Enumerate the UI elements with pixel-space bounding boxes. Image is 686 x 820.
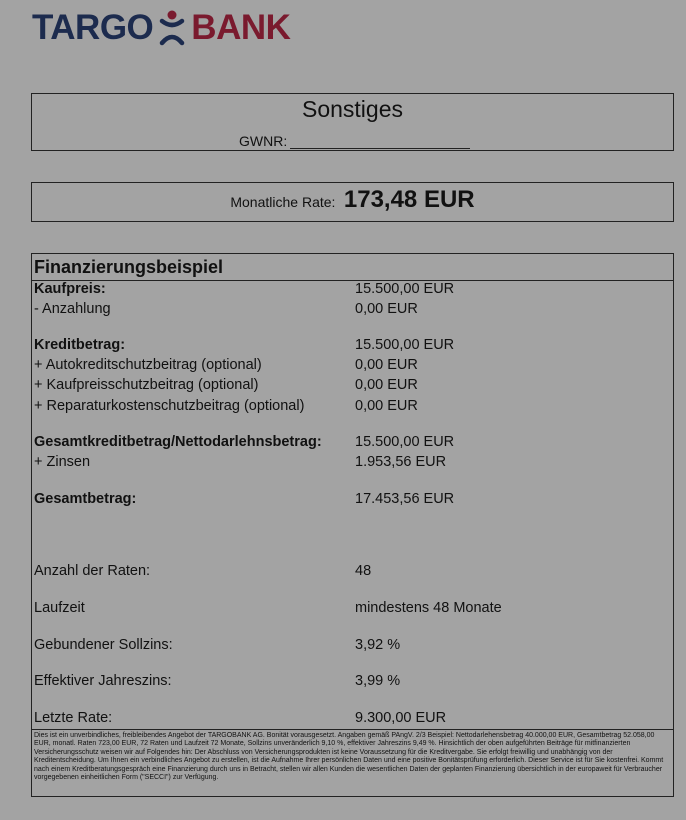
row-gesamtbetrag [34, 490, 455, 508]
row-effektiver-jahreszins [34, 672, 401, 690]
row-value: 0,00 EUR [355, 301, 418, 317]
logo-word-targo: TARGO [32, 8, 154, 47]
legal-disclaimer: Dies ist ein unverbindliches, freibleibendes Angebot der TARGOBANK AG. Bonität vorausgesetzt. Angaben gemäß PAngV. 2/3 Beispiel: Nettodarlehensbetrag 40.000,00 EUR, Gesamtbetrag 52.058,00 EUR, monatl. Raten 723,00 EUR, 72 Raten und Laufzeit 72 Monate, Sollzins unveränderlich 9,10 %, effektiver Jahreszins 9,49 %. Hinsichtlich der oben aufgeführten Beiträge für mitfinanzierten Versicherungsschutz weisen wir auf Folgendes hin: Der Abschluss von Versicherungsprodukten ist keine Voraussetzung für die Kreditvergabe. Sie erfolgt freiwillig und unabhängig von der Kreditentscheidung. Um Ihnen ein verbindliches Angebot zu erstellen, ist die Aufnahme Ihrer persönlichen Daten und eine positive Bonitätsprüfung erforderlich. Dieser Service ist für Sie kostenfrei. Kommt nach einem Kreditberatungsgespräch eine Finanzierung durch uns in Betracht, stellen wir allen Kunden die wesentlichen Daten der geplanten Finanzierung übersichtlich in der europaweit für Verbraucher vorgegebenen einheitlichen Form ("SECCI") zur Verfügung. [32, 729, 673, 797]
row-reparaturkostenschutz [34, 397, 418, 415]
row-label: Laufzeit [34, 600, 85, 616]
monthly-rate-label: Monatliche Rate: [230, 194, 336, 210]
monthly-rate-value: 173,48 EUR [343, 186, 475, 213]
row-autokreditschutz [34, 356, 418, 374]
row-value: 3,92 % [355, 637, 401, 653]
row-anzahlung [34, 300, 418, 318]
gwnr-blank-line [290, 133, 470, 149]
row-letzte-rate [34, 709, 447, 727]
title-box [31, 93, 674, 151]
row-label: Kaufpreis: [34, 281, 106, 297]
row-label: - Anzahlung [34, 301, 111, 317]
row-value: 0,00 EUR [355, 398, 418, 414]
row-value: mindestens 48 Monate [355, 600, 502, 616]
row-label: Letzte Rate: [34, 710, 113, 726]
row-laufzeit [34, 599, 502, 617]
row-value: 0,00 EUR [355, 377, 418, 393]
logo-symbol-icon [159, 10, 185, 46]
financing-header [32, 254, 673, 281]
row-kaufpreis [34, 280, 455, 298]
row-label: Gesamtbetrag: [34, 491, 137, 507]
logo-word-bank: BANK [191, 8, 291, 47]
row-zinsen [34, 453, 447, 471]
row-label: Effektiver Jahreszins: [34, 673, 172, 689]
row-anzahl-raten [34, 562, 372, 580]
row-label: Gebundener Sollzins: [34, 637, 173, 653]
financing-heading: Finanzierungsbeispiel [34, 257, 224, 277]
row-value: 3,99 % [355, 673, 401, 689]
row-value: 9.300,00 EUR [355, 710, 447, 726]
monthly-rate-box [31, 182, 674, 222]
row-kaufpreisschutz [34, 376, 418, 394]
row-label: Gesamtkreditbetrag/Nettodarlehnsbetrag: [34, 434, 322, 450]
row-gesamtkreditbetrag [34, 433, 455, 451]
row-sollzins [34, 636, 401, 654]
financing-example-box [31, 253, 674, 797]
row-kreditbetrag [34, 336, 455, 354]
page-title: Sonstiges [301, 96, 403, 122]
row-value: 1.953,56 EUR [355, 454, 447, 470]
targobank-logo [32, 8, 290, 48]
gwnr-field [239, 133, 470, 149]
row-label: Kreditbetrag: [34, 337, 126, 353]
row-label: Anzahl der Raten: [34, 563, 151, 579]
row-label: + Reparaturkostenschutzbeitrag (optional) [34, 398, 305, 414]
row-value: 15.500,00 EUR [355, 337, 455, 353]
row-label: + Zinsen [34, 454, 91, 470]
row-value: 48 [355, 563, 372, 579]
row-value: 0,00 EUR [355, 357, 418, 373]
row-value: 15.500,00 EUR [355, 434, 455, 450]
row-value: 15.500,00 EUR [355, 281, 455, 297]
row-label: + Autokreditschutzbeitrag (optional) [34, 357, 262, 373]
row-value: 17.453,56 EUR [355, 491, 455, 507]
row-label: + Kaufpreisschutzbeitrag (optional) [34, 377, 259, 393]
gwnr-label: GWNR: [239, 133, 288, 149]
